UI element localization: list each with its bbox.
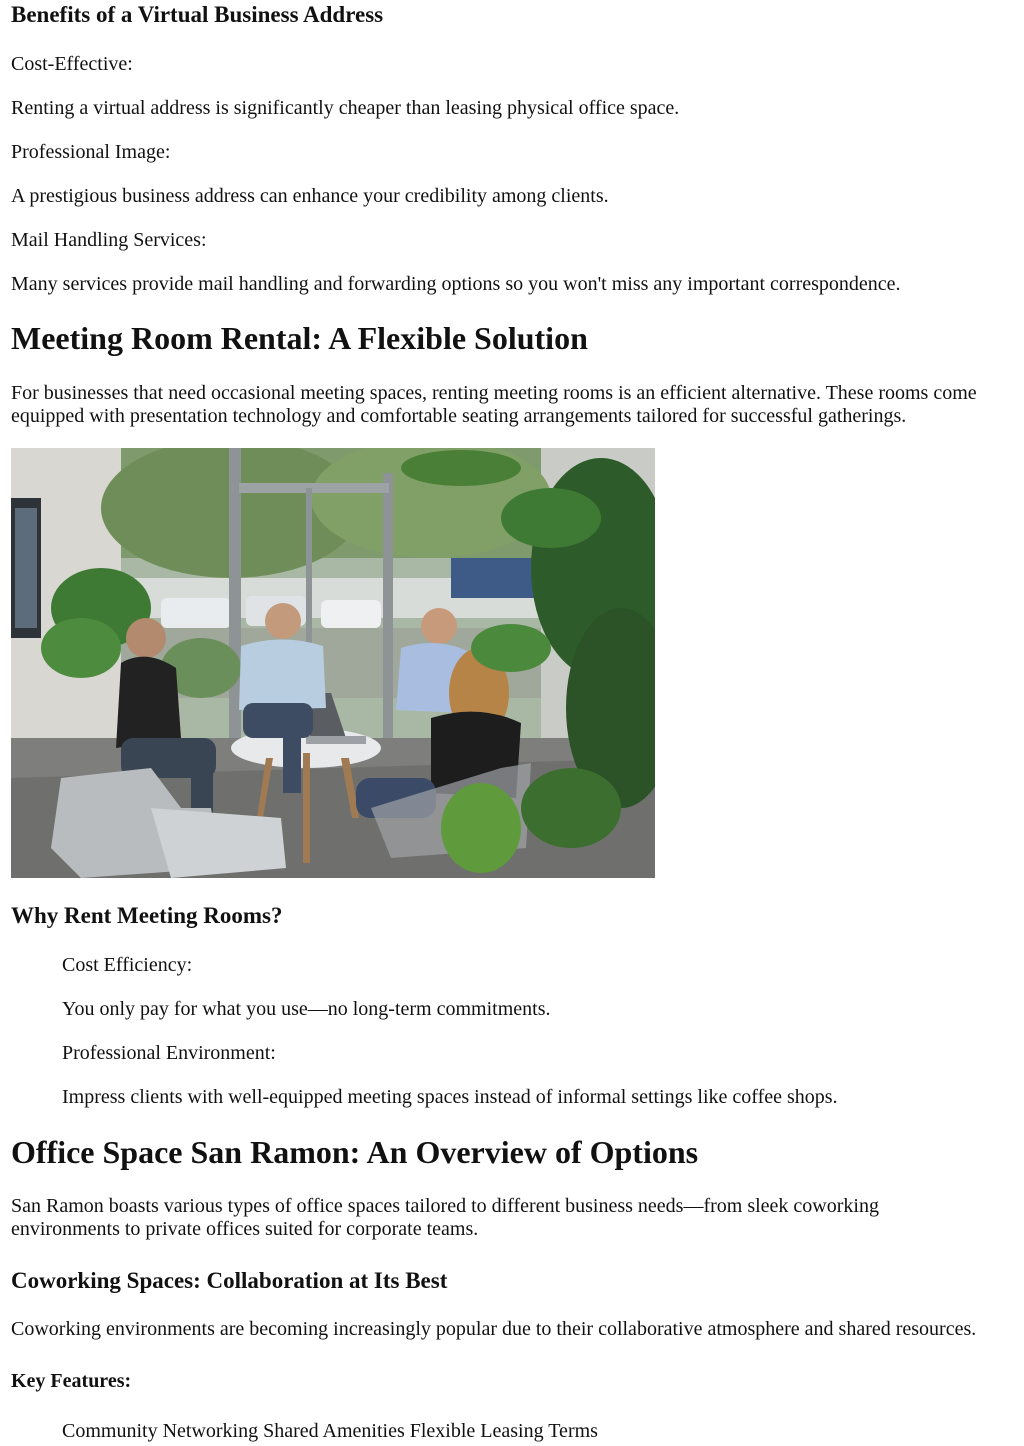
benefit-desc-mail: Many services provide mail handling and forwarding options so you won't miss any important correspondence. xyxy=(11,273,901,295)
benefit-term-image: Professional Image: xyxy=(11,141,171,163)
coworking-intro: Coworking environments are becoming increasingly popular due to their collaborative atmosphere and shared resources. xyxy=(11,1318,977,1340)
benefit-term-mail: Mail Handling Services: xyxy=(11,229,207,251)
meeting-room-photo xyxy=(11,448,655,878)
benefits-heading: Benefits of a Virtual Business Address xyxy=(11,2,384,27)
coworking-heading: Coworking Spaces: Collaboration at Its Best xyxy=(11,1268,448,1293)
office-heading: Office Space San Ramon: An Overview of Options xyxy=(11,1134,699,1170)
meeting-heading: Meeting Room Rental: A Flexible Solution xyxy=(11,320,588,356)
why-desc-cost: You only pay for what you use—no long-term commitments. xyxy=(62,998,551,1020)
benefit-desc-cost: Renting a virtual address is significantly cheaper than leasing physical office space. xyxy=(11,97,680,119)
why-term-cost: Cost Efficiency: xyxy=(62,954,193,976)
office-intro: San Ramon boasts various types of office spaces tailored to different business needs—from sleek coworking environments to private offices suited for corporate teams. xyxy=(11,1195,879,1240)
key-features-list: Community Networking Shared Amenities Flexible Leasing Terms xyxy=(62,1420,598,1442)
key-features-heading: Key Features: xyxy=(11,1370,132,1392)
benefit-term-cost: Cost-Effective: xyxy=(11,53,133,75)
why-term-environment: Professional Environment: xyxy=(62,1042,276,1064)
why-desc-environment: Impress clients with well-equipped meeting spaces instead of informal settings like coffee shops. xyxy=(62,1086,838,1108)
meeting-intro: For businesses that need occasional meeting spaces, renting meeting rooms is an efficient alternative. These rooms come equipped with presentation technology and comfortable seating arrangements tailored for successful gatherings. xyxy=(11,382,977,427)
why-rent-heading: Why Rent Meeting Rooms? xyxy=(11,903,283,928)
benefit-desc-image: A prestigious business address can enhance your credibility among clients. xyxy=(11,185,609,207)
